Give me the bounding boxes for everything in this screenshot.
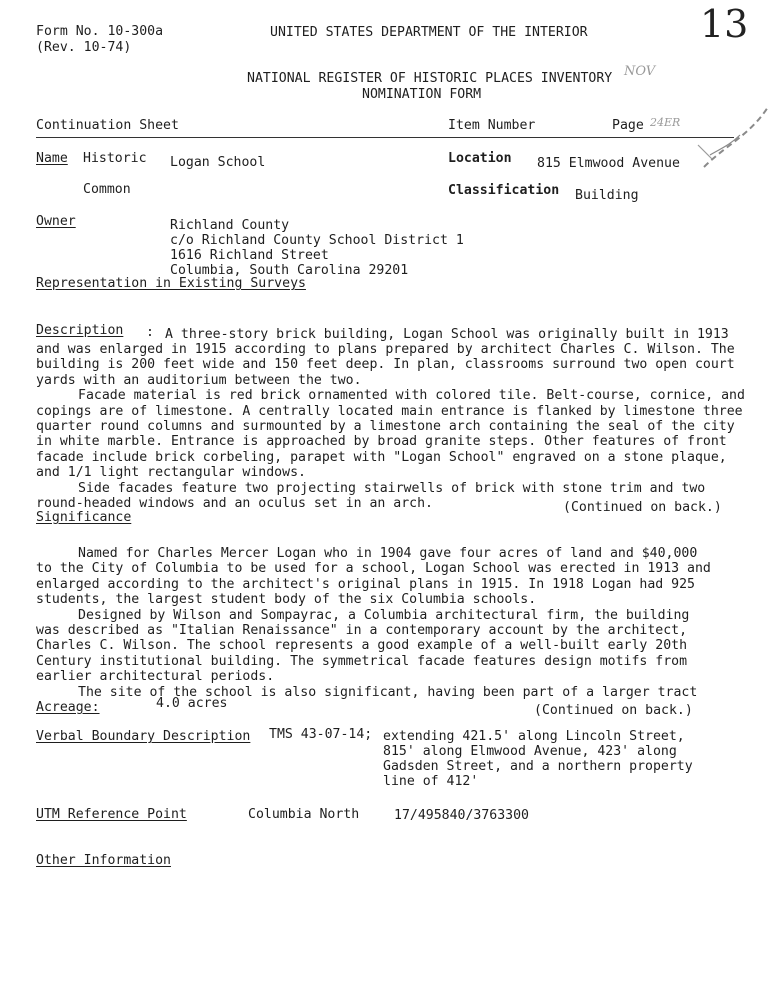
location-value: 815 Elmwood Avenue: [537, 156, 680, 171]
acreage-label: Acreage:: [36, 700, 100, 715]
location-label: Location: [448, 151, 512, 166]
description-line: quarter round columns and surmounted by a limestone arch containing the seal of the city: [36, 419, 735, 435]
description-continued: (Continued on back.): [563, 500, 722, 515]
description-label: Description: [36, 323, 124, 338]
significance-line: Designed by Wilson and Sompayrac, a Columbia architectural firm, the building: [78, 607, 690, 623]
acreage-value: 4.0 acres: [156, 696, 228, 711]
significance-line: Charles C. Wilson. The school represents a good example of a well-built early 20th: [36, 638, 688, 654]
description-line: Side facades feature two projecting stairwells of brick with stone trim and two: [78, 480, 706, 496]
description-line: yards with an auditorium between the two.: [36, 372, 362, 388]
description-line: round-headed windows and an oculus set in an arch.: [36, 496, 433, 512]
description-line: and was enlarged in 1915 according to plans prepared by architect Charles C. Wilson. The: [36, 342, 735, 357]
continuation-sheet-label: Continuation Sheet: [36, 118, 179, 133]
boundary-tms: TMS 43-07-14;: [269, 727, 373, 742]
significance-body: [36, 546, 736, 700]
form-revision: (Rev. 10-74): [36, 40, 132, 55]
form-title: NATIONAL REGISTER OF HISTORIC PLACES INVENTORY: [247, 71, 613, 86]
owner-line: Richland County: [170, 218, 290, 233]
utm-coordinates: 17/495840/3763300: [394, 808, 529, 823]
significance-line: enlarged according to the architect's original plans in 1915. In 1918 Logan had 925: [36, 576, 695, 592]
description-line: and 1/1 light rectangular windows.: [36, 465, 306, 481]
significance-line: Century institutional building. The symmetrical facade features design motifs from: [36, 653, 688, 669]
boundary-line: extending 421.5' along Lincoln Street,: [383, 729, 685, 744]
department-heading: UNITED STATES DEPARTMENT OF THE INTERIOR: [270, 25, 588, 40]
description-line: A three-story brick building, Logan School was originally built in 1913: [165, 327, 729, 342]
significance-line: was described as "Italian Renaissance" in a contemporary account by the architect,: [36, 623, 688, 639]
boundary-line: 815' along Elmwood Avenue, 423' along: [383, 744, 677, 759]
other-information-label: Other Information: [36, 853, 171, 868]
stamp-mark-date: 24ER: [650, 116, 681, 129]
boundary-line: line of 412': [383, 774, 479, 789]
description-body: [36, 342, 745, 512]
description-line: building is 200 feet wide and 150 feet deep. In plan, classrooms surround two open court: [36, 357, 735, 373]
significance-label: Significance: [36, 510, 132, 525]
significance-line: Named for Charles Mercer Logan who in 1904 gave four acres of land and $40,000: [78, 546, 698, 561]
description-line: in white marble. Entrance is approached by broad granite steps. Other features of front: [36, 434, 727, 450]
received-stamp-icon: [668, 95, 772, 175]
classification-label: Classification: [448, 183, 560, 198]
boundary-line: Gadsden Street, and a northern property: [383, 759, 693, 774]
stamp-mark: NOV: [624, 64, 656, 79]
page-label: Page: [612, 118, 644, 133]
owner-label: Owner: [36, 214, 76, 229]
name-label: Name: [36, 151, 68, 166]
owner-line: 1616 Richland Street: [170, 248, 329, 263]
utm-label: UTM Reference Point: [36, 807, 187, 822]
common-label: Common: [83, 182, 131, 197]
significance-line: The site of the school is also significant, having been part of a larger tract: [78, 684, 698, 700]
page-number: 13: [700, 2, 749, 46]
significance-line: to the City of Columbia to be used for a school, Logan School was erected in 1913 and: [36, 561, 711, 577]
description-separator: :: [146, 325, 154, 340]
description-line: copings are of limestone. A centrally located main entrance is flanked by limestone three: [36, 403, 743, 419]
form-subtitle: NOMINATION FORM: [362, 87, 482, 102]
significance-line: earlier architectural periods.: [36, 669, 275, 685]
historic-label: Historic: [83, 151, 147, 166]
owner-line: Columbia, South Carolina 29201: [170, 263, 409, 278]
surveys-label: Representation in Existing Surveys: [36, 276, 306, 291]
description-line: facade include brick corbeling, parapet with "Logan School" engraved on a stone plaque,: [36, 449, 727, 465]
historic-value: Logan School: [170, 155, 266, 170]
significance-continued: (Continued on back.): [534, 703, 693, 718]
form-number: Form No. 10-300a: [36, 24, 164, 39]
utm-quad: Columbia North: [248, 807, 360, 822]
significance-line: students, the largest student body of the six Columbia schools.: [36, 592, 537, 608]
header-divider: [36, 137, 734, 138]
classification-value: Building: [575, 188, 639, 203]
description-line: Facade material is red brick ornamented with colored tile. Belt-course, cornice, and: [78, 388, 745, 404]
boundary-label: Verbal Boundary Description: [36, 729, 251, 744]
owner-line: c/o Richland County School District 1: [170, 233, 464, 248]
item-number-label: Item Number: [448, 118, 536, 133]
